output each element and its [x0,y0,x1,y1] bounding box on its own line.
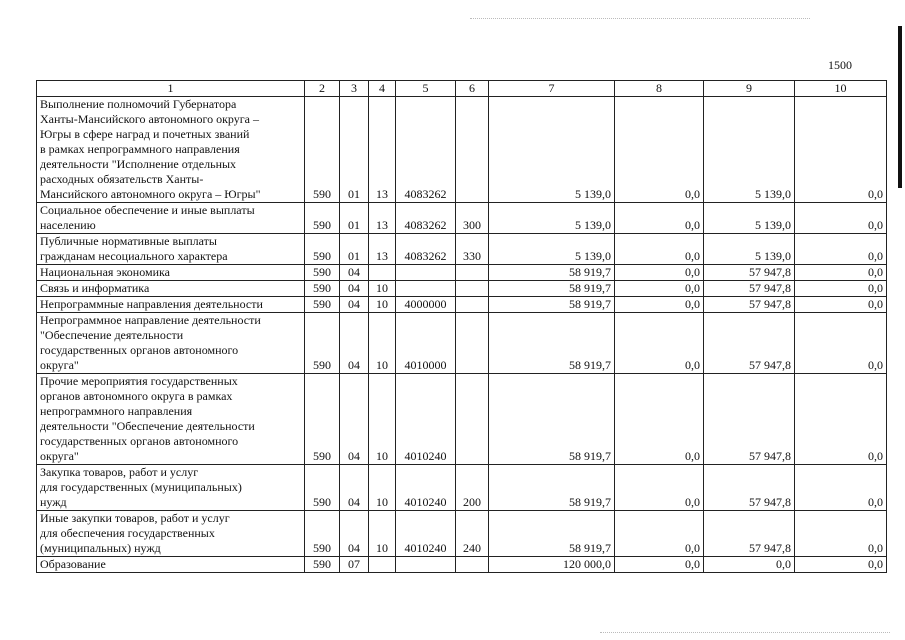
row-name-cell [37,465,305,511]
row-name-line: (муниципальных) нужд [40,541,161,555]
amount-cell-c7: 58 919,7 [489,297,615,313]
row-name-line: Югры в сфере наград и почетных званий [40,127,250,141]
row-name-cell [37,281,305,297]
column-header: 6 [456,81,489,97]
code-cell-c2: 590 [305,234,340,265]
code-cell-c3: 01 [340,97,369,203]
row-name-line: Связь и информатика [40,281,150,295]
amount-cell-c7: 5 139,0 [489,234,615,265]
code-cell-c3: 01 [340,234,369,265]
row-name-cell [37,265,305,281]
code-cell-c6 [456,374,489,465]
column-header: 5 [396,81,456,97]
row-name-line: деятельности "Обеспечение деятельности [40,419,255,433]
table-row [37,511,887,557]
amount-cell-c7: 5 139,0 [489,97,615,203]
code-cell-c3: 01 [340,203,369,234]
amount-cell-c8: 0,0 [615,281,704,297]
row-name-line: расходных обязательств Ханты- [40,172,204,186]
code-cell-c5 [396,265,456,281]
row-name-cell [37,374,305,465]
scan-noise-bottom [600,632,890,634]
amount-cell-c7: 120 000,0 [489,557,615,573]
code-cell-c3: 04 [340,297,369,313]
code-cell-c3: 04 [340,281,369,297]
code-cell-c4: 13 [369,97,396,203]
code-cell-c5: 4083262 [396,97,456,203]
code-cell-c3: 04 [340,465,369,511]
table-row [37,281,887,297]
page-number: 1500 [828,58,852,72]
table-row [37,465,887,511]
code-cell-c6: 300 [456,203,489,234]
code-cell-c2: 590 [305,265,340,281]
row-name-line: для обеспечения государственных [40,526,215,540]
code-cell-c6: 330 [456,234,489,265]
amount-cell-c7: 58 919,7 [489,313,615,374]
code-cell-c3: 04 [340,374,369,465]
amount-cell-c9: 5 139,0 [704,203,795,234]
code-cell-c6 [456,557,489,573]
amount-cell-c7: 58 919,7 [489,374,615,465]
budget-table [36,80,887,573]
table-row [37,97,887,203]
table-row [37,297,887,313]
column-header: 9 [704,81,795,97]
code-cell-c4 [369,265,396,281]
amount-cell-c9: 57 947,8 [704,281,795,297]
amount-cell-c8: 0,0 [615,97,704,203]
amount-cell-c7: 5 139,0 [489,203,615,234]
code-cell-c4: 10 [369,374,396,465]
code-cell-c2: 590 [305,511,340,557]
table-row [37,557,887,573]
row-name-line: государственных органов автономного [40,343,239,357]
row-name-line: Мансийского автономного округа – Югры" [40,187,261,201]
row-name-line: непрограммного направления [40,404,193,418]
row-name-line: Прочие мероприятия государственных [40,374,238,388]
row-name-line: Национальная экономика [40,265,170,279]
table-row [37,203,887,234]
row-name-cell [37,234,305,265]
row-name-line: деятельности "Исполнение отдельных [40,157,237,171]
code-cell-c4: 10 [369,313,396,374]
amount-cell-c9: 57 947,8 [704,265,795,281]
row-name-line: населению [40,218,96,232]
row-name-cell [37,297,305,313]
code-cell-c6 [456,97,489,203]
amount-cell-c9: 5 139,0 [704,234,795,265]
code-cell-c2: 590 [305,313,340,374]
amount-cell-c9: 57 947,8 [704,465,795,511]
table-row [37,313,887,374]
amount-cell-c8: 0,0 [615,465,704,511]
amount-cell-c10: 0,0 [795,557,887,573]
amount-cell-c8: 0,0 [615,297,704,313]
amount-cell-c8: 0,0 [615,557,704,573]
amount-cell-c7: 58 919,7 [489,265,615,281]
table-row [37,374,887,465]
amount-cell-c9: 0,0 [704,557,795,573]
code-cell-c2: 590 [305,203,340,234]
code-cell-c5 [396,281,456,297]
amount-cell-c10: 0,0 [795,265,887,281]
amount-cell-c8: 0,0 [615,265,704,281]
amount-cell-c7: 58 919,7 [489,281,615,297]
amount-cell-c8: 0,0 [615,234,704,265]
row-name-line: органов автономного округа в рамках [40,389,233,403]
amount-cell-c7: 58 919,7 [489,511,615,557]
row-name-line: округа" [40,449,79,463]
amount-cell-c9: 57 947,8 [704,511,795,557]
code-cell-c6 [456,297,489,313]
row-name-cell [37,511,305,557]
column-header: 2 [305,81,340,97]
amount-cell-c10: 0,0 [795,234,887,265]
row-name-cell [37,203,305,234]
amount-cell-c10: 0,0 [795,281,887,297]
amount-cell-c9: 57 947,8 [704,313,795,374]
amount-cell-c10: 0,0 [795,97,887,203]
code-cell-c5 [396,557,456,573]
amount-cell-c10: 0,0 [795,297,887,313]
row-name-line: в рамках непрограммного направления [40,142,240,156]
row-name-line: Иные закупки товаров, работ и услуг [40,511,230,525]
amount-cell-c10: 0,0 [795,511,887,557]
code-cell-c6 [456,265,489,281]
code-cell-c2: 590 [305,97,340,203]
row-name-line: Непрограммное направление деятельности [40,313,261,327]
amount-cell-c8: 0,0 [615,203,704,234]
code-cell-c2: 590 [305,557,340,573]
row-name-line: Образование [40,557,106,571]
budget-table-body [37,81,887,573]
code-cell-c3: 07 [340,557,369,573]
code-cell-c4: 10 [369,281,396,297]
amount-cell-c9: 57 947,8 [704,297,795,313]
table-row [37,234,887,265]
code-cell-c2: 590 [305,297,340,313]
code-cell-c5: 4010000 [396,313,456,374]
code-cell-c4: 10 [369,465,396,511]
column-header: 10 [795,81,887,97]
amount-cell-c10: 0,0 [795,313,887,374]
code-cell-c6 [456,313,489,374]
code-cell-c5: 4010240 [396,465,456,511]
code-cell-c4: 13 [369,234,396,265]
column-header: 1 [37,81,305,97]
row-name-line: Социальное обеспечение и иные выплаты [40,203,255,217]
table-header-row [37,81,887,97]
row-name-line: Публичные нормативные выплаты [40,234,217,248]
scan-noise-top [470,18,810,20]
code-cell-c5: 4010240 [396,374,456,465]
code-cell-c2: 590 [305,374,340,465]
code-cell-c4 [369,557,396,573]
row-name-line: нужд [40,495,67,509]
row-name-line: округа" [40,358,79,372]
code-cell-c5: 4083262 [396,234,456,265]
scan-edge-mark [898,26,902,188]
amount-cell-c8: 0,0 [615,511,704,557]
amount-cell-c10: 0,0 [795,374,887,465]
code-cell-c4: 10 [369,297,396,313]
code-cell-c4: 10 [369,511,396,557]
code-cell-c2: 590 [305,465,340,511]
row-name-line: государственных органов автономного [40,434,239,448]
code-cell-c6: 200 [456,465,489,511]
amount-cell-c10: 0,0 [795,465,887,511]
row-name-line: для государственных (муниципальных) [40,480,242,494]
code-cell-c6: 240 [456,511,489,557]
row-name-cell [37,97,305,203]
amount-cell-c9: 57 947,8 [704,374,795,465]
amount-cell-c8: 0,0 [615,374,704,465]
column-header: 7 [489,81,615,97]
amount-cell-c10: 0,0 [795,203,887,234]
row-name-cell [37,313,305,374]
row-name-line: Выполнение полномочий Губернатора [40,97,237,111]
column-header: 4 [369,81,396,97]
row-name-line: гражданам несоциального характера [40,249,228,263]
row-name-line: Ханты-Мансийского автономного округа – [40,112,260,126]
code-cell-c3: 04 [340,511,369,557]
code-cell-c6 [456,281,489,297]
row-name-line: Непрограммные направления деятельности [40,297,263,311]
row-name-cell [37,557,305,573]
row-name-line: "Обеспечение деятельности [40,328,184,342]
code-cell-c3: 04 [340,313,369,374]
code-cell-c4: 13 [369,203,396,234]
row-name-line: Закупка товаров, работ и услуг [40,465,199,479]
table-row [37,265,887,281]
column-header: 8 [615,81,704,97]
column-header: 3 [340,81,369,97]
amount-cell-c9: 5 139,0 [704,97,795,203]
code-cell-c3: 04 [340,265,369,281]
code-cell-c5: 4083262 [396,203,456,234]
amount-cell-c7: 58 919,7 [489,465,615,511]
amount-cell-c8: 0,0 [615,313,704,374]
code-cell-c5: 4010240 [396,511,456,557]
code-cell-c5: 4000000 [396,297,456,313]
code-cell-c2: 590 [305,281,340,297]
